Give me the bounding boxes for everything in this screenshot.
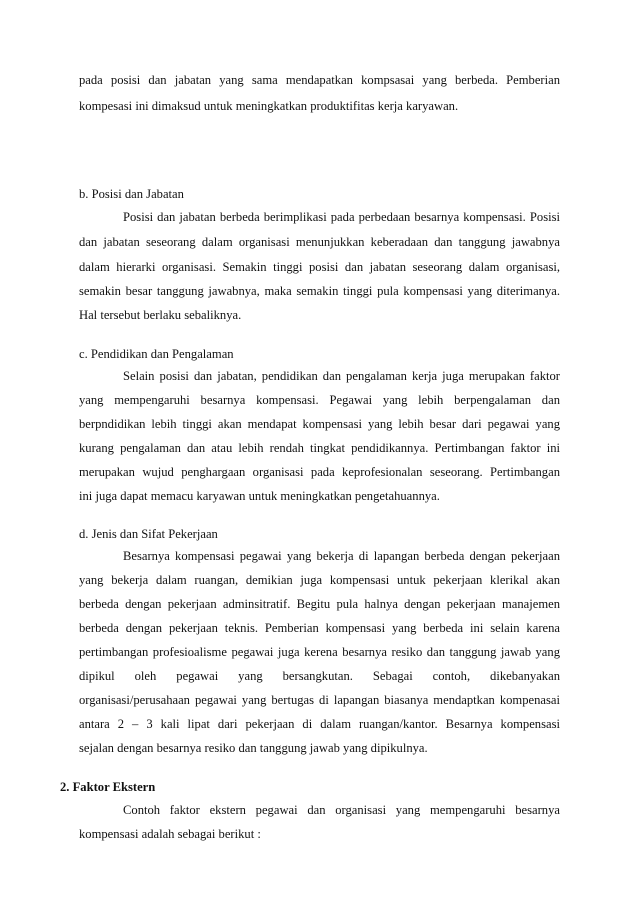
section-d-line-8: antara 2 – 3 kali lipat dari pekerjaan di dalam ruangan/kantor. Besarnya kompensasi [79, 717, 560, 731]
section-2-line-2: kompensasi adalah sebagai berikut : [79, 827, 261, 841]
section-c-line-5: merupakan wujud penghargaan organisasi pada keprofesionalan seseorang. Pertimbangan [79, 465, 560, 479]
section-d-line-4: berbeda dengan pekerjaan teknis. Pemberian kompensasi yang berbeda ini selain karena [79, 621, 560, 635]
section-d-heading: d. Jenis dan Sifat Pekerjaan [79, 527, 218, 541]
section-c-line-6: ini juga dapat memacu karyawan untuk meningkatkan pengetahuannya. [79, 489, 440, 503]
section-c-line-3: berpndidikan lebih tinggi akan mendapat kompensasi yang lebih besar dari pegawai yang [79, 417, 560, 431]
section-c-line-2: yang mempengaruhi besarnya kompensasi. Pegawai yang lebih berpengalaman dan [79, 393, 560, 407]
section-b-line-5: Hal tersebut berlaku sebaliknya. [79, 308, 242, 322]
section-2-heading: 2. Faktor Ekstern [60, 780, 156, 794]
intro-line-2: kompesasi ini dimaksud untuk meningkatkan produktifitas kerja karyawan. [79, 99, 459, 113]
section-2-line-1: Contoh faktor ekstern pegawai dan organisasi yang mempengaruhi besarnya [123, 803, 560, 817]
section-d-line-7: organisasi/perusahaan pegawai yang bertugas di lapangan biasanya mendaptkan kompenasai [79, 693, 560, 707]
section-b-line-4: semakin besar tanggung jawabnya, maka semakin tinggi pula kompensasi yang diterimanya. [79, 284, 560, 298]
section-c-line-1: Selain posisi dan jabatan, pendidikan dan pengalaman kerja juga merupakan faktor [123, 369, 560, 383]
section-d-line-9: sejalan dengan besarnya resiko dan tanggung jawab yang dipikulnya. [79, 741, 428, 755]
section-c-heading: c. Pendidikan dan Pengalaman [79, 347, 234, 361]
section-d-line-1: Besarnya kompensasi pegawai yang bekerja di lapangan berbeda dengan pekerjaan [123, 549, 560, 563]
section-d-line-3: berbeda dengan pekerjaan adminsitratif. Begitu pula halnya dengan pekerjaan manajemen [79, 597, 560, 611]
section-d-line-2: yang bekerja dalam ruangan, demikian juga kompensasi untuk pekerjaan klerikal akan [79, 573, 560, 587]
section-c-line-4: kurang pengalaman dan atau lebih rendah tingkat pendidikannya. Pertimbangan faktor ini [79, 441, 560, 455]
section-d-line-6: dipikul oleh pegawai yang bersangkutan. Sebagai contoh, dikebanyakan [79, 669, 560, 683]
section-b-line-3: dalam hierarki organisasi. Semakin tinggi posisi dan jabatan seseorang dalam organisasi, [79, 260, 560, 274]
section-d-line-5: pertimbangan profesioalisme pegawai juga kerena besarnya resiko dan tanggung jawab yang [79, 645, 560, 659]
section-b-line-1: Posisi dan jabatan berbeda berimplikasi pada perbedaan besarnya kompensasi. Posisi [123, 210, 560, 224]
section-b-line-2: dan jabatan seseorang dalam organisasi menunjukkan keberadaan dan tanggung jawabnya [79, 235, 560, 249]
section-b-heading: b. Posisi dan Jabatan [79, 187, 184, 201]
intro-line-1: pada posisi dan jabatan yang sama mendapatkan kompsasai yang berbeda. Pemberian [79, 73, 560, 87]
